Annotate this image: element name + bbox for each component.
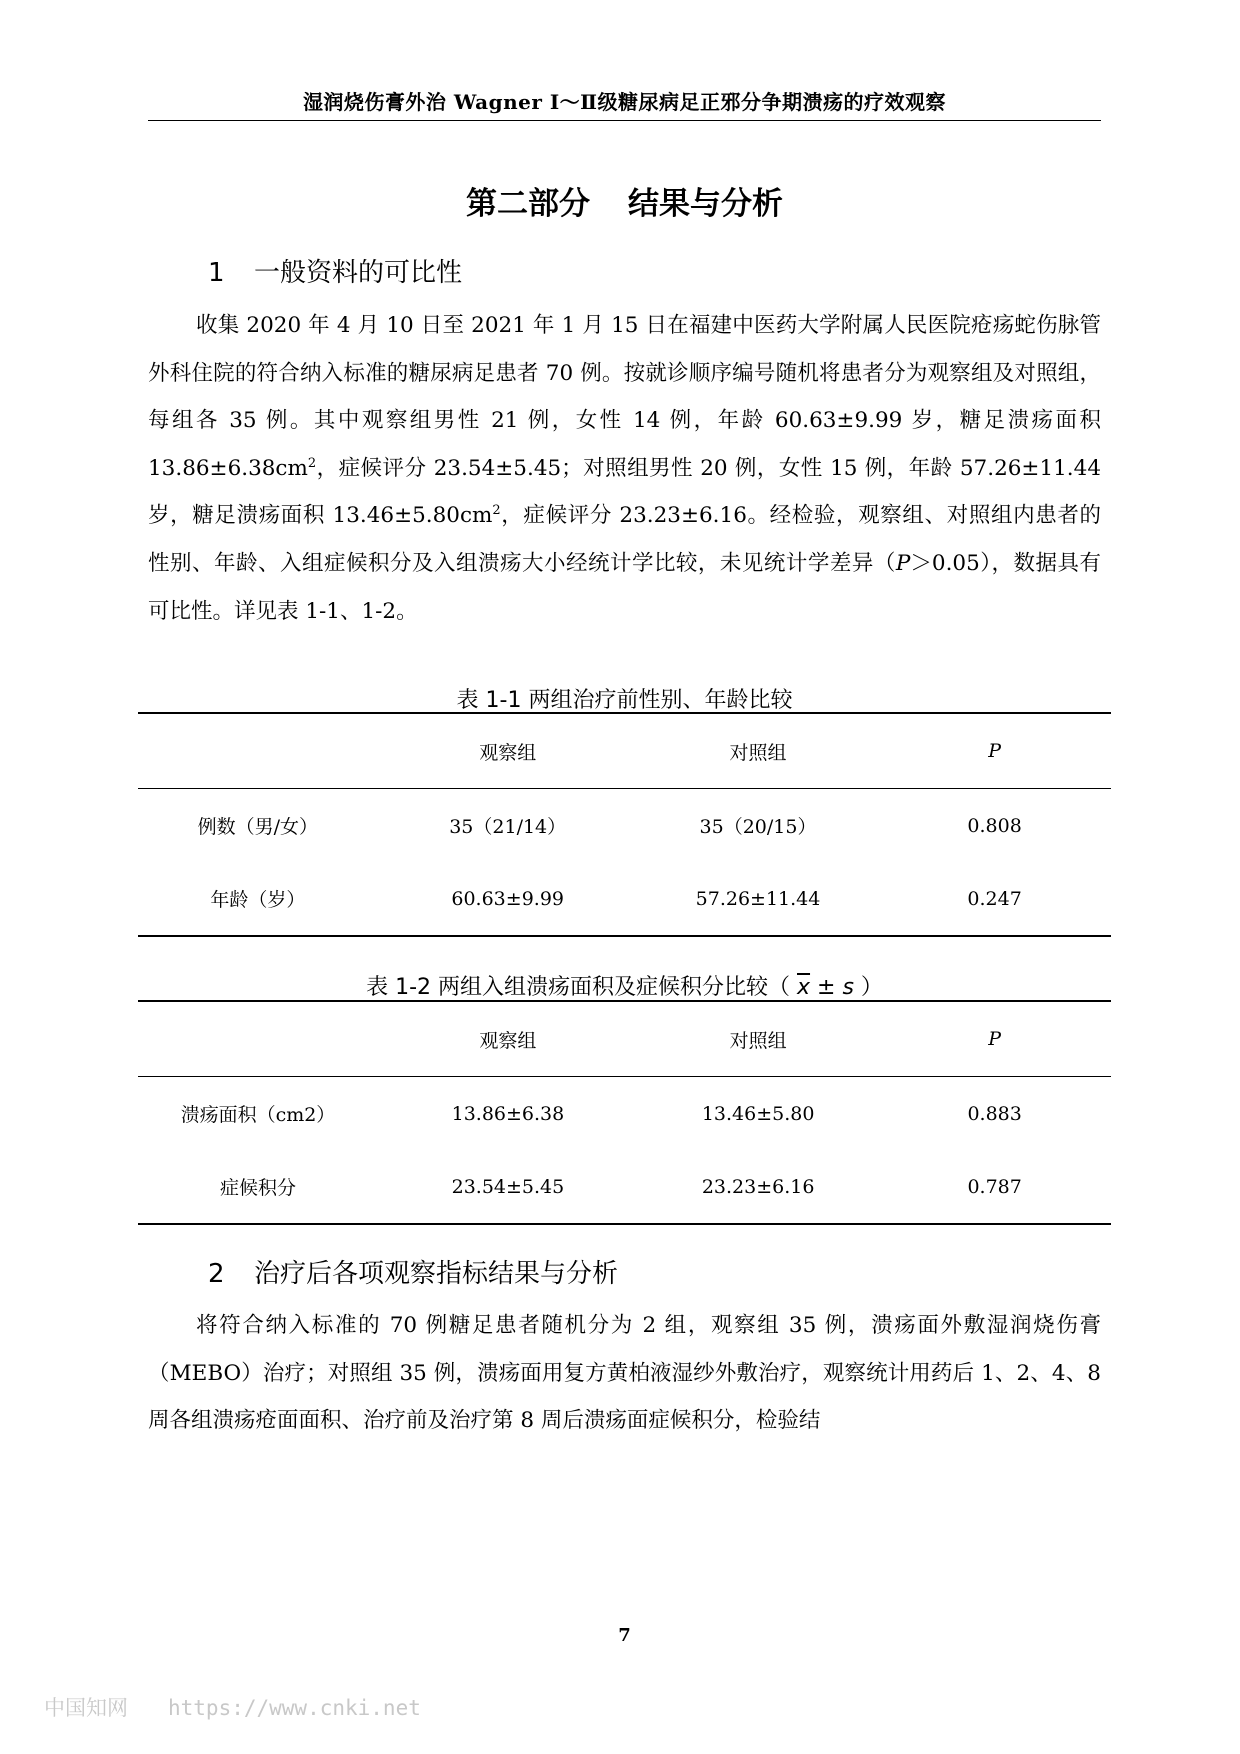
table-2 bbox=[138, 1000, 1111, 1225]
table-header-cell bbox=[138, 1001, 378, 1077]
table-cell: 35（21/14） bbox=[449, 816, 567, 838]
table-header-cell: 对照组 bbox=[638, 713, 879, 789]
table-1-caption: 表 1-1 两组治疗前性别、年龄比较 bbox=[456, 688, 793, 713]
section-2-heading bbox=[208, 1253, 618, 1290]
running-header: 湿润烧伤膏外治 Wagner Ⅰ～Ⅱ级糖尿病足正邪分争期溃疡的疗效观察 bbox=[302, 90, 947, 114]
superscript: 2 bbox=[492, 503, 501, 519]
table-cell: 13.46±5.80 bbox=[701, 1102, 815, 1125]
table-row bbox=[138, 862, 1111, 936]
table-cell: 0.808 bbox=[967, 814, 1022, 837]
table-row bbox=[138, 1077, 1111, 1151]
section-2-paragraph: 将符合纳入标准的 70 例糖足患者随机分为 2 组，观察组 35 例，溃疡面外敷湿润烧伤膏（MEBO）治疗；对照组 35 例，溃疡面用复方黄柏液湿纱外敷治疗，观察统计用药后 1、2、4、8 周各组溃疡疮面面积、治疗前及治疗第 8 周后溃疡面症候积分，检验结 bbox=[148, 1313, 1101, 1434]
table-header-row bbox=[138, 713, 1111, 789]
table-cell: 溃疡面积（cm2） bbox=[180, 1104, 336, 1126]
section-1-number: 1 bbox=[208, 258, 225, 288]
p-symbol: P bbox=[895, 550, 911, 576]
p-symbol: P bbox=[988, 1028, 1002, 1050]
watermark-url[interactable]: https://www.cnki.net bbox=[168, 1696, 421, 1720]
section-1-heading bbox=[208, 252, 462, 289]
chapter-title bbox=[148, 178, 1101, 223]
paragraph-text: ，症候评分 23.54±5.45；对照组男性 20 例，女性 15 例，年龄 57.26±11.44 岁，糖足溃疡面积 13.46±5.80cm bbox=[148, 455, 1101, 529]
table-cell: 年龄（岁） bbox=[138, 862, 378, 936]
table-cell: 症候积分 bbox=[138, 1150, 378, 1224]
caption-text: ） bbox=[853, 975, 883, 1000]
table-cell: 0.247 bbox=[878, 862, 1111, 936]
table-header-cell bbox=[878, 1001, 1111, 1077]
table-row bbox=[138, 789, 1111, 863]
watermark-site-name: 中国知网 bbox=[44, 1696, 128, 1720]
chapter-title-text: 结果与分析 bbox=[628, 186, 783, 222]
paragraph-text: 收集 2020 年 4 月 10 日至 2021 年 1 月 15 日在福建中医药大学附属人民医院疮疡蛇伤脉管外科住院的符合纳入标准的糖尿病足患者 70 例。按就诊顺序编号随机将患者分为观察组及对照组，每组各 35 例。其中观察组男性 21 例，女性 14 例，年龄 60.63±9.99 岁，糖足溃疡面积 13.86±6.38cm bbox=[148, 313, 1101, 481]
table-cell: 例数（男/女） bbox=[197, 816, 319, 838]
table-cell: 13.86±6.38 bbox=[451, 1102, 565, 1125]
section-1-paragraph bbox=[148, 302, 1101, 635]
p-symbol: P bbox=[988, 740, 1002, 762]
page-number: 7 bbox=[618, 1625, 631, 1646]
table-header-cell bbox=[138, 713, 378, 789]
table-header-cell: 观察组 bbox=[378, 713, 638, 789]
table-header-cell bbox=[878, 713, 1111, 789]
superscript: 2 bbox=[307, 455, 317, 471]
paragraph-text: ＞0.05），数据具有可比性。详见表 1-1、1-2。 bbox=[148, 550, 1101, 624]
caption-text: ± bbox=[810, 975, 843, 1000]
table-cell: 35（20/15） bbox=[699, 816, 817, 838]
table-1 bbox=[138, 712, 1111, 937]
section-1-title: 一般资料的可比性 bbox=[254, 258, 463, 288]
table-cell: 23.54±5.45 bbox=[378, 1150, 638, 1224]
watermark bbox=[44, 1692, 421, 1722]
table-cell: 0.787 bbox=[878, 1150, 1111, 1224]
table-cell: 60.63±9.99 bbox=[378, 862, 638, 936]
mean-symbol: $\overline{x}$ bbox=[797, 975, 811, 1000]
table-row bbox=[138, 1150, 1111, 1224]
table-cell: 23.23±6.16 bbox=[638, 1150, 878, 1224]
section-2-title: 治疗后各项观察指标结果与分析 bbox=[254, 1259, 619, 1289]
section-2-number: 2 bbox=[208, 1259, 225, 1289]
sd-symbol: s bbox=[842, 975, 854, 1000]
table-header-row bbox=[138, 1001, 1111, 1077]
caption-text: 表 1-2 两组入组溃疡面积及症候积分比较（ bbox=[366, 975, 797, 1000]
chapter-part: 第二部分 bbox=[466, 186, 590, 222]
table-cell: 0.883 bbox=[967, 1102, 1022, 1125]
table-header-cell: 观察组 bbox=[378, 1001, 638, 1077]
header-rule bbox=[148, 120, 1101, 121]
table-header-cell: 对照组 bbox=[638, 1001, 878, 1077]
paragraph-text: ，症候评分 23.23±6.16。经检验，观察组、对照组内患者的性别、年龄、入组症候积分及入组溃疡大小经统计学比较，未见统计学差异（ bbox=[148, 503, 1101, 576]
table-cell: 57.26±11.44 bbox=[638, 862, 879, 936]
table-2-caption bbox=[148, 970, 1101, 1001]
